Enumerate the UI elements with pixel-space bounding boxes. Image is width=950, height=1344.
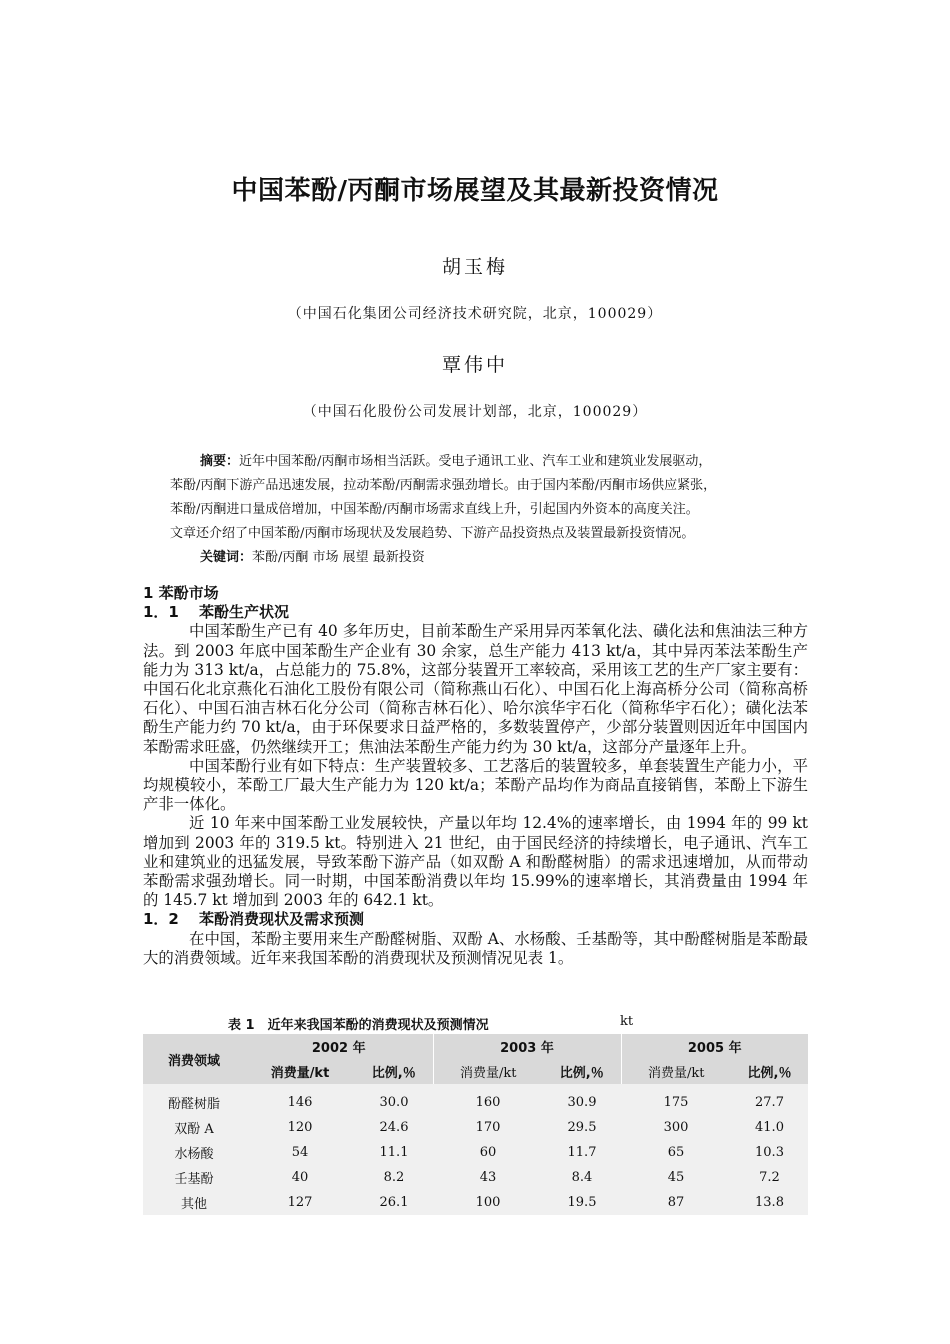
- keywords-line: [170, 546, 790, 570]
- cell-value: 24.6: [379, 1120, 409, 1135]
- cell-value: 29.5: [567, 1120, 597, 1135]
- keywords-label: 关键词：: [200, 550, 253, 565]
- abstract-line: 苯酚/丙酮进口量成倍增加，中国苯酚/丙酮市场需求直线上升，引起国内外资本的高度关注。: [170, 502, 699, 517]
- cell-field: 壬基酚: [174, 1172, 214, 1187]
- table-row: [143, 1190, 808, 1215]
- cell-value: 13.8: [755, 1195, 784, 1210]
- paragraph: 在中国，苯酚主要用来生产酚醛树脂、双酚 A、水杨酸、壬基酚等，其中酚醛树脂是苯酚最大的消费领域。近年来我国苯酚的消费现状及预测情况见表 1。: [143, 929, 808, 967]
- header-consumption: 消费量/kt: [621, 1059, 731, 1084]
- cell-value: 10.3: [755, 1145, 784, 1160]
- subsection-heading: 1．2 苯酚消费现状及需求预测: [143, 910, 365, 929]
- table-unit: kt: [620, 1014, 634, 1029]
- author-affiliation-2: （中国石化股份公司发展计划部，北京，100029）: [302, 404, 648, 420]
- cell-value: 11.1: [379, 1145, 409, 1160]
- header-consumption: 消费量/kt: [245, 1059, 355, 1084]
- cell-value: 87: [667, 1195, 685, 1210]
- cell-value: 30.9: [567, 1095, 597, 1110]
- header-consumption: 消费量/kt: [433, 1059, 543, 1084]
- author-name-1: 胡玉梅: [441, 256, 508, 278]
- abstract-line: 文章还介绍了中国苯酚/丙酮市场现状及发展趋势、下游产品投资热点及装置最新投资情况。: [170, 526, 695, 541]
- cell-value: 7.2: [759, 1170, 780, 1185]
- cell-value: 160: [475, 1095, 501, 1110]
- cell-value: 54: [291, 1145, 309, 1160]
- cell-value: 175: [663, 1095, 689, 1110]
- cell-value: 30.0: [379, 1095, 409, 1110]
- abstract-block: [170, 450, 790, 570]
- table-row: [143, 1115, 808, 1140]
- keywords-text: 苯酚/丙酮 市场 展望 最新投资: [252, 550, 425, 565]
- paragraph: 近 10 年来中国苯酚工业发展较快，产量以年均 12.4%的速率增长，由 1994 年的 99 kt 增加到 2003 年的 319.5 kt。特别进入 21 世纪，由于国民经济的持续增长，电子通讯、汽车工业和建筑业的迅猛发展，导致苯酚下游产品（如双酚 A 和酚醛树脂）的需求迅速增加，从而带动苯酚需求强劲增长。同一时期，中国苯酚消费以年均 15.99%的速率增长，其消费量由 1994 年的 145.7 kt 增加到 2003 年的 642.1 kt。: [143, 814, 808, 910]
- abstract-line: 摘要：近年中国苯酚/丙酮市场相当活跃。受电子通讯工业、汽车工业和建筑业发展驱动，: [200, 454, 712, 469]
- cell-field: 酚醛树脂: [167, 1097, 220, 1112]
- table-row: [143, 1165, 808, 1190]
- cell-value: 8.4: [571, 1170, 593, 1185]
- consumption-table: [143, 1034, 808, 1215]
- table-row: [143, 1084, 808, 1115]
- cell-field: 水杨酸: [174, 1147, 214, 1162]
- cell-value: 19.5: [567, 1195, 597, 1210]
- cell-value: 45: [667, 1170, 685, 1185]
- cell-value: 120: [287, 1120, 313, 1135]
- author-name-2: 覃伟中: [441, 354, 508, 376]
- cell-value: 170: [475, 1120, 501, 1135]
- cell-value: 43: [479, 1170, 497, 1185]
- header-year: 2005 年: [621, 1034, 808, 1059]
- cell-value: 27.7: [755, 1095, 784, 1110]
- header-ratio: 比例,％: [543, 1059, 621, 1084]
- table-row: [143, 1140, 808, 1165]
- paragraph: 中国苯酚生产已有 40 多年历史，目前苯酚生产采用异丙苯氧化法、磺化法和焦油法三种方法。到 2003 年底中国苯酚生产企业有 30 余家，总生产能力 413 kt/a，其中异丙苯法苯酚生产能力为 313 kt/a，占总能力的 75.8%，这部分装置开工率较高，采用该工艺的生产厂家主要有：中国石化北京燕化石油化工股份有限公司（简称燕山石化）、中国石化上海高桥分公司（简称高桥石化）、中国石油吉林石化分公司（简称吉林石化）、哈尔滨华宇石化（简称华宇石化）；磺化法苯酚生产能力约 70 kt/a，由于环保要求日益严格的，多数装置停产，少部分装置则因近年中国国内苯酚需求旺盛，仍然继续开工；焦油法苯酚生产能力约为 30 kt/a，这部分产量逐年上升。: [143, 622, 808, 756]
- header-ratio: 比例,％: [731, 1059, 808, 1084]
- cell-field: 其他: [180, 1197, 207, 1212]
- author-affiliation-1: （中国石化集团公司经济技术研究院，北京，100029）: [287, 306, 663, 322]
- abstract-line: 苯酚/丙酮下游产品迅速发展，拉动苯酚/丙酮需求强劲增长。由于国内苯酚/丙酮市场供应紧张，: [170, 478, 717, 493]
- header-field: 消费领域: [143, 1034, 245, 1084]
- header-year: 2002 年: [245, 1034, 433, 1059]
- subsection-heading: 1．1 苯酚生产状况: [143, 603, 290, 622]
- cell-value: 11.7: [567, 1145, 597, 1160]
- cell-value: 146: [287, 1095, 313, 1110]
- abstract-label: 摘要：: [200, 454, 240, 469]
- body-text: [143, 584, 808, 968]
- header-ratio: 比例,％: [355, 1059, 433, 1084]
- header-year: 2003 年: [433, 1034, 621, 1059]
- paper-title: 中国苯酚/丙酮市场展望及其最新投资情况: [231, 176, 719, 206]
- cell-value: 26.1: [379, 1195, 409, 1210]
- cell-value: 41.0: [755, 1120, 784, 1135]
- cell-value: 65: [667, 1145, 685, 1160]
- paragraph: 中国苯酚行业有如下特点：生产装置较多、工艺落后的装置较多，单套装置生产能力小，平均规模较小，苯酚工厂最大生产能力为 120 kt/a；苯酚产品均作为商品直接销售，苯酚上下游生产非一体化。: [143, 756, 808, 814]
- cell-value: 300: [663, 1120, 689, 1135]
- cell-value: 100: [475, 1195, 501, 1210]
- cell-value: 60: [479, 1145, 497, 1160]
- section-heading: 1 苯酚市场: [143, 584, 219, 602]
- cell-value: 8.2: [383, 1170, 405, 1185]
- table-caption: 表 1 近年来我国苯酚的消费现状及预测情况 kt: [228, 1014, 634, 1033]
- cell-value: 127: [287, 1195, 313, 1210]
- cell-field: 双酚 A: [174, 1122, 214, 1137]
- cell-value: 40: [291, 1170, 309, 1185]
